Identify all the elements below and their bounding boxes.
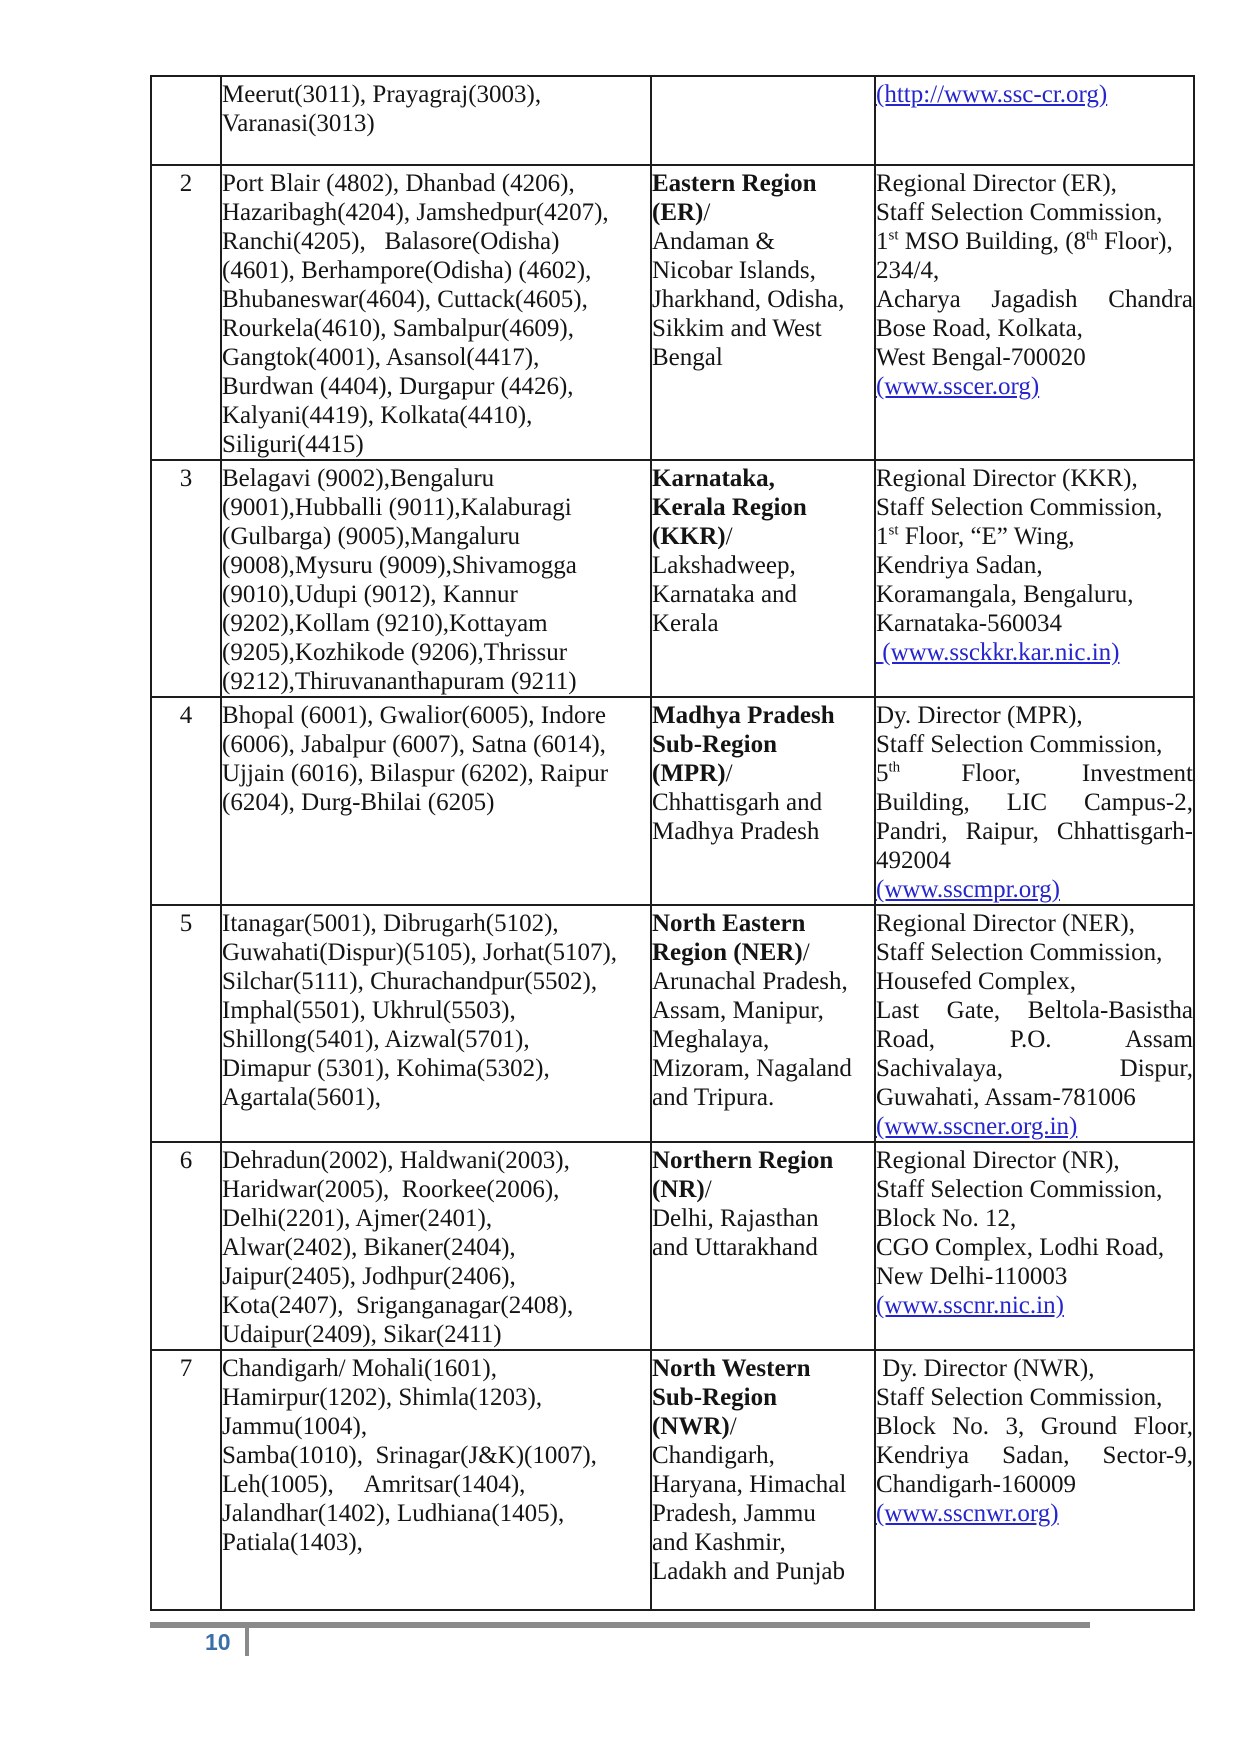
serial-cell: 3: [151, 460, 221, 697]
text-line: Ladakh and Punjab: [652, 1558, 846, 1585]
text-line: and Tripura.: [652, 1084, 775, 1111]
text-line: Northern Region: [652, 1147, 834, 1174]
text-line: Last Gate, Beltola-Basistha: [876, 997, 1193, 1024]
cities-cell: [221, 76, 651, 165]
text-line: Jalandhar(1402), Ludhiana(1405),: [222, 1500, 565, 1527]
text-line: Delhi(2201), Ajmer(2401),: [222, 1205, 493, 1232]
text-line: Itanagar(5001), Dibrugarh(5102),: [222, 910, 559, 937]
text-line: Dimapur (5301), Kohima(5302),: [222, 1055, 550, 1082]
region-website-link[interactable]: (www.sscnwr.org): [876, 1500, 1059, 1527]
table-row: [151, 460, 1194, 697]
text-line: Sub-Region: [652, 1384, 778, 1411]
text-line: (9010),Udupi (9012), Kannur: [222, 581, 518, 608]
text-line: Eastern Region: [652, 170, 817, 197]
text-line: Chandigarh-160009: [876, 1471, 1076, 1498]
text-line: 5th Floor, Investment: [876, 759, 1193, 787]
text-line: New Delhi-110003: [876, 1263, 1068, 1290]
text-line: Staff Selection Commission,: [876, 199, 1163, 226]
text-line: Guwahati(Dispur)(5105), Jorhat(5107),: [222, 939, 618, 966]
text-line: Regional Director (NR),: [876, 1147, 1120, 1174]
text-line: Sub-Region: [652, 731, 778, 758]
text-line: and Kashmir,: [652, 1529, 786, 1556]
address-cell: [875, 1350, 1194, 1610]
region-website-link[interactable]: (www.ssckkr.kar.nic.in): [876, 639, 1120, 666]
text-line: Road, P.O. Assam: [876, 1026, 1193, 1053]
cities-cell: [221, 697, 651, 905]
table-row: [151, 905, 1194, 1142]
text-line: and Uttarakhand: [652, 1234, 818, 1261]
text-line: (NWR)/: [652, 1413, 737, 1440]
text-line: (Gulbarga) (9005),Mangaluru: [222, 523, 521, 550]
text-line: Staff Selection Commission,: [876, 1176, 1163, 1203]
text-line: Delhi, Rajasthan: [652, 1205, 819, 1232]
region-website-link[interactable]: (www.sscnr.nic.in): [876, 1292, 1064, 1319]
text-line: Kota(2407), Sriganganagar(2408),: [222, 1292, 574, 1319]
text-line: Gangtok(4001), Asansol(4417),: [222, 344, 540, 371]
text-line: Agartala(5601),: [222, 1084, 381, 1111]
text-line: Jammu(1004),: [222, 1413, 368, 1440]
region-cell: [651, 460, 875, 697]
text-line: Rourkela(4610), Sambalpur(4609),: [222, 315, 575, 342]
region-website-link[interactable]: (www.sscner.org.in): [876, 1113, 1078, 1140]
serial-cell: 2: [151, 165, 221, 460]
serial-cell: 6: [151, 1142, 221, 1350]
cities-cell: [221, 1350, 651, 1610]
text-line: Andaman &: [652, 228, 775, 255]
text-line: 1st Floor, “E” Wing,: [876, 522, 1075, 550]
text-line: West Bengal-700020: [876, 344, 1086, 371]
serial-cell: 5: [151, 905, 221, 1142]
region-cell: [651, 1142, 875, 1350]
text-line: Alwar(2402), Bikaner(2404),: [222, 1234, 516, 1261]
text-line: Jharkhand, Odisha,: [652, 286, 845, 313]
cities-cell: [221, 165, 651, 460]
text-line: Meghalaya,: [652, 1026, 770, 1053]
text-line: Hamirpur(1202), Shimla(1203),: [222, 1384, 543, 1411]
text-line: (9205),Kozhikode (9206),Thrissur: [222, 639, 568, 666]
text-line: CGO Complex, Lodhi Road,: [876, 1234, 1165, 1261]
text-line: Silchar(5111), Churachandpur(5502),: [222, 968, 598, 995]
text-line: (9001),Hubballi (9011),Kalaburagi: [222, 494, 572, 521]
address-cell: [875, 76, 1194, 165]
text-line: Pradesh, Jammu: [652, 1500, 816, 1527]
address-cell: [875, 165, 1194, 460]
text-line: Port Blair (4802), Dhanbad (4206),: [222, 170, 575, 197]
text-line: Sikkim and West: [652, 315, 822, 342]
text-line: (4601), Berhampore(Odisha) (4602),: [222, 257, 592, 284]
text-line: Kendriya Sadan,: [876, 552, 1043, 579]
text-line: Siliguri(4415): [222, 431, 364, 458]
cities-cell: [221, 460, 651, 697]
text-line: Haryana, Himachal: [652, 1471, 847, 1498]
text-line: (NR)/: [652, 1176, 712, 1203]
text-line: Dy. Director (NWR),: [876, 1355, 1095, 1382]
text-line: Housefed Complex,: [876, 968, 1076, 995]
text-line: Belagavi (9002),Bengaluru: [222, 465, 495, 492]
regional-offices-table: [150, 75, 1195, 1611]
text-line: Bengal: [652, 344, 723, 371]
text-line: Haridwar(2005), Roorkee(2006),: [222, 1176, 560, 1203]
text-line: Ujjain (6016), Bilaspur (6202), Raipur: [222, 760, 609, 787]
text-line: Karnataka-560034: [876, 610, 1063, 637]
text-line: Bose Road, Kolkata,: [876, 315, 1083, 342]
cities-cell: [221, 905, 651, 1142]
text-line: Staff Selection Commission,: [876, 939, 1163, 966]
text-line: (6006), Jabalpur (6007), Satna (6014),: [222, 731, 606, 758]
region-cell: [651, 165, 875, 460]
text-line: Meerut(3011), Prayagraj(3003),: [222, 81, 542, 108]
footer-cursor-bar: [245, 1628, 249, 1656]
text-line: Madhya Pradesh: [652, 702, 835, 729]
text-line: Leh(1005), Amritsar(1404),: [222, 1471, 526, 1498]
text-line: Guwahati, Assam-781006: [876, 1084, 1136, 1111]
table-row: [151, 76, 1194, 165]
text-line: Kerala Region: [652, 494, 807, 521]
region-cell: [651, 1350, 875, 1610]
text-line: Patiala(1403),: [222, 1529, 363, 1556]
text-line: North Western: [652, 1355, 811, 1382]
text-line: Ranchi(4205), Balasore(Odisha): [222, 228, 560, 255]
regions-table-body: [151, 76, 1194, 1610]
region-cell: [651, 697, 875, 905]
address-cell: [875, 697, 1194, 905]
page-number: 10: [205, 1629, 231, 1655]
text-line: (9202),Kollam (9210),Kottayam: [222, 610, 548, 637]
text-line: Block No. 12,: [876, 1205, 1017, 1232]
table-row: [151, 165, 1194, 460]
text-line: Imphal(5501), Ukhrul(5503),: [222, 997, 516, 1024]
text-line: Chandigarh,: [652, 1442, 775, 1469]
text-line: Block No. 3, Ground Floor,: [876, 1413, 1193, 1440]
text-line: Koramangala, Bengaluru,: [876, 581, 1134, 608]
address-cell: [875, 1142, 1194, 1350]
region-cell: [651, 905, 875, 1142]
address-cell: [875, 460, 1194, 697]
text-line: Regional Director (NER),: [876, 910, 1135, 937]
text-line: Bhubaneswar(4604), Cuttack(4605),: [222, 286, 588, 313]
text-line: Lakshadweep,: [652, 552, 796, 579]
text-line: Dehradun(2002), Haldwani(2003),: [222, 1147, 570, 1174]
text-line: Shillong(5401), Aizwal(5701),: [222, 1026, 530, 1053]
text-line: Staff Selection Commission,: [876, 1384, 1163, 1411]
text-line: Chhattisgarh and: [652, 789, 823, 816]
text-line: (KKR)/: [652, 523, 733, 550]
text-line: Samba(1010), Srinagar(J&K)(1007),: [222, 1442, 597, 1469]
text-line: Region (NER)/: [652, 939, 810, 966]
text-line: 492004: [876, 847, 951, 874]
table-row: [151, 1142, 1194, 1350]
serial-cell: [151, 76, 221, 165]
text-line: (6204), Durg-Bhilai (6205): [222, 789, 495, 816]
serial-cell: 4: [151, 697, 221, 905]
text-line: Regional Director (KKR),: [876, 465, 1138, 492]
text-line: Building, LIC Campus-2,: [876, 789, 1193, 816]
text-line: Hazaribagh(4204), Jamshedpur(4207),: [222, 199, 609, 226]
text-line: Dy. Director (MPR),: [876, 702, 1083, 729]
text-line: (MPR)/: [652, 760, 733, 787]
text-line: Burdwan (4404), Durgapur (4426),: [222, 373, 574, 400]
text-line: 234/4,: [876, 257, 940, 284]
address-cell: [875, 905, 1194, 1142]
text-line: Karnataka and: [652, 581, 798, 608]
table-row: [151, 697, 1194, 905]
text-line: Nicobar Islands,: [652, 257, 816, 284]
text-line: Sachivalaya, Dispur,: [876, 1055, 1193, 1082]
cities-cell: [221, 1142, 651, 1350]
text-line: Jaipur(2405), Jodhpur(2406),: [222, 1263, 516, 1290]
text-line: (ER)/: [652, 199, 711, 226]
text-line: (9008),Mysuru (9009),Shivamogga: [222, 552, 577, 579]
text-line: Mizoram, Nagaland: [652, 1055, 852, 1082]
text-line: Regional Director (ER),: [876, 170, 1117, 197]
region-website-link[interactable]: (www.sscmpr.org): [876, 876, 1061, 903]
region-cell: [651, 76, 875, 165]
region-website-link[interactable]: (www.sscer.org): [876, 373, 1040, 400]
text-line: Acharya Jagadish Chandra: [876, 286, 1193, 313]
text-line: Pandri, Raipur, Chhattisgarh-: [876, 818, 1193, 845]
text-line: Arunachal Pradesh,: [652, 968, 848, 995]
text-line: Udaipur(2409), Sikar(2411): [222, 1321, 502, 1348]
text-line: Bhopal (6001), Gwalior(6005), Indore: [222, 702, 606, 729]
table-row: [151, 1350, 1194, 1610]
text-line: Varanasi(3013): [222, 110, 375, 137]
text-line: (9212),Thiruvananthapuram (9211): [222, 668, 577, 695]
text-line: Madhya Pradesh: [652, 818, 820, 845]
text-line: Kerala: [652, 610, 719, 637]
text-line: 1st MSO Building, (8th Floor),: [876, 227, 1173, 255]
text-line: Kalyani(4419), Kolkata(4410),: [222, 402, 533, 429]
text-line: Chandigarh/ Mohali(1601),: [222, 1355, 497, 1382]
text-line: North Eastern: [652, 910, 806, 937]
text-line: Kendriya Sadan, Sector-9,: [876, 1442, 1193, 1469]
text-line: Assam, Manipur,: [652, 997, 824, 1024]
region-website-link[interactable]: (http://www.ssc-cr.org): [876, 81, 1108, 108]
text-line: Karnataka,: [652, 465, 775, 492]
text-line: Staff Selection Commission,: [876, 731, 1163, 758]
serial-cell: 7: [151, 1350, 221, 1610]
footer-rule: [150, 1622, 1090, 1628]
text-line: Staff Selection Commission,: [876, 494, 1163, 521]
